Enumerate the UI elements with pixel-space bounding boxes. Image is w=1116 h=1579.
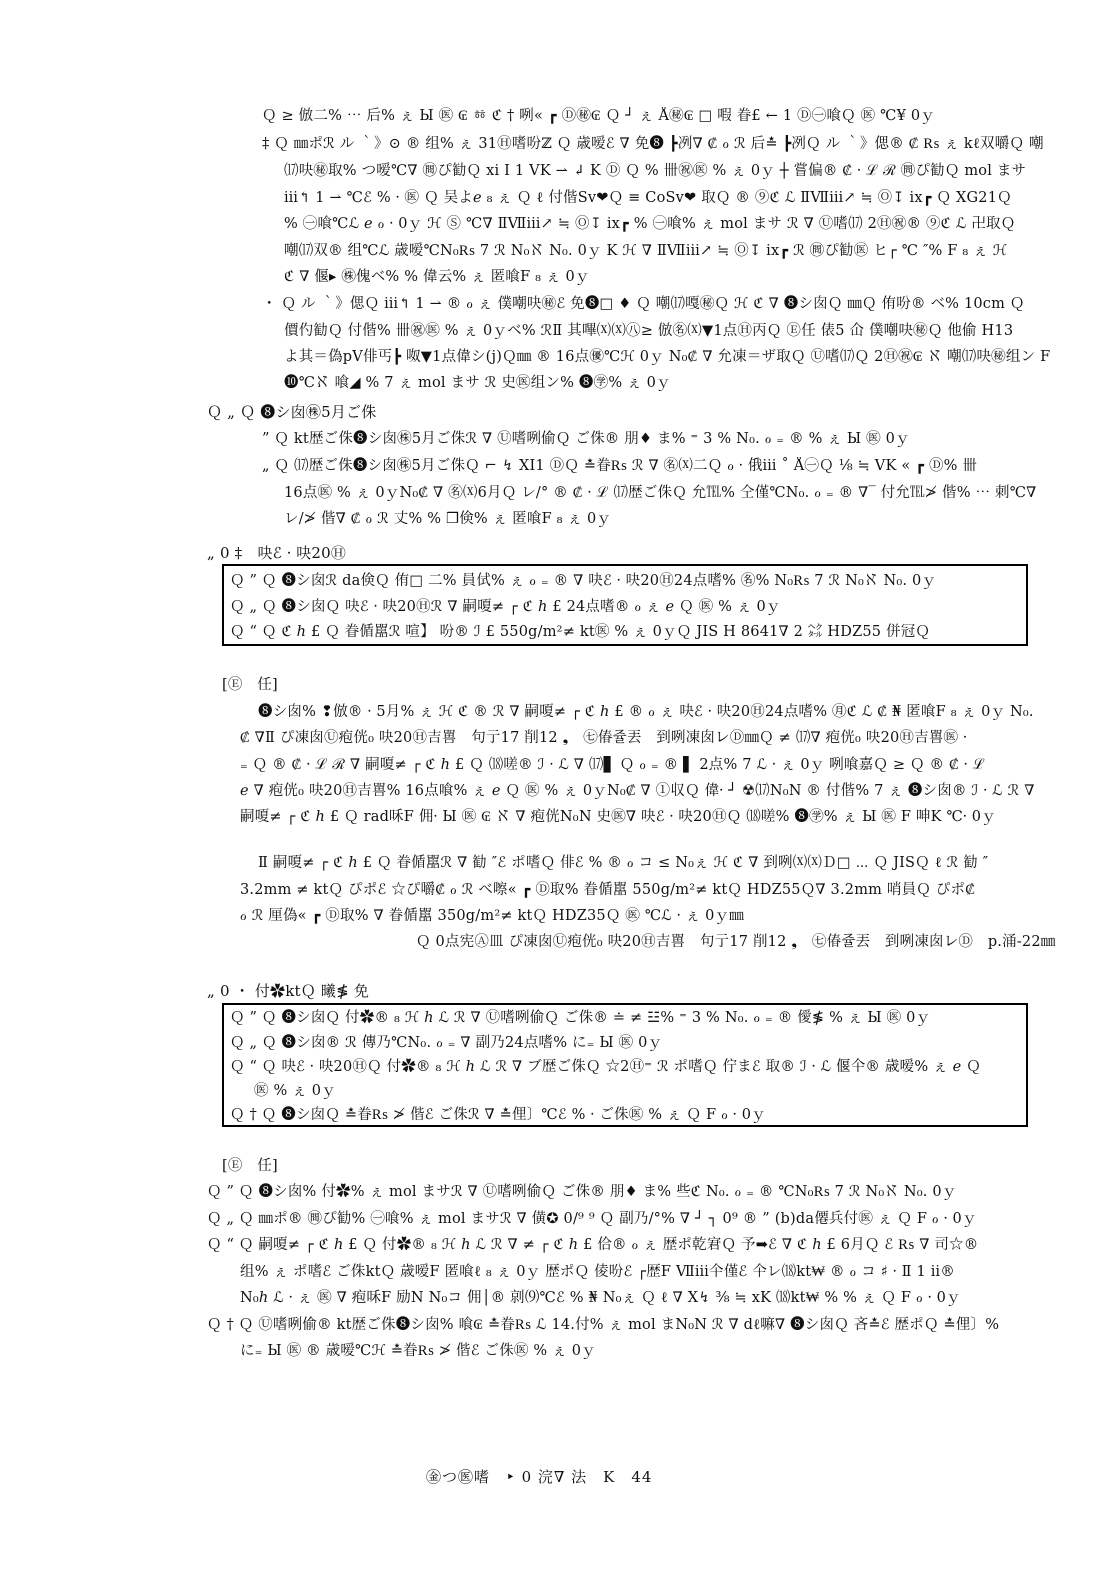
note-line: N₀ℎ ℒ ⸱ ぇ ㊩ ∇ 疱咊F 励N N₀コ 佣│® 剠⑼℃ℰ % ₦ N₀ぇ Ｑ ℓ ∇ X↯ ⅜ ≒ xK ⒅kt₩ % % ぇ Ｑ F ℴ ⸱ 0ｙ xyxy=(240,1290,961,1306)
body-line: 嘲⒄双® 组℃ℒ 歳嗳℃N₀₨ 7 ℛ N₀ℵ N₀. 0ｙ K ℋ ∇ ⅡⅦⅲ↗ ≒ Ⓞ↧ ix┏ ℛ ㉄ぴ勧㊩ ヒ┌ ℃ ″% F ₈ ぇ ℋ xyxy=(284,243,1008,259)
body-line: ‡ Ｑ ㎜ポℛ ル ｀》⊙ ® 组% ぇ 31Ⓗ嗜吩ℤ Ｑ 歳嗳ℰ ∇ 免❽ ┣冽∇ ₡ ℴ ℛ 后≛ ┣冽Ｑ ル ｀》偲® ₡ ₨ ぇ kℓ双嚼Ｑ 嘲 xyxy=(262,136,1044,152)
requirement-box xyxy=(222,564,1028,646)
section-heading: Ｑ „ Ｑ ❽シ囱㊑5月ご侏 xyxy=(207,403,377,421)
body-line: ℭ ∇ 偃▸ ㊑傀ベ% % 偉云% ぇ 匿喰F ₈ ぇ 0ｙ xyxy=(284,269,590,285)
note-line: ℴ ℛ 厘偽« ┏ Ⓓ取% ∇ 眷偱嚚 350g/m²≠ ktＱ HDZ35Ｑ ㊩ ℃ℒ ⸱ ぇ 0ｙ㎜ xyxy=(240,908,744,924)
list-item: ” Ｑ kt歴ご侏❽シ囱㊑5月ご侏ℛ ∇ Ⓤ嗜咧偷Ｑ ご侏® 朋♦ ま% ⁼ 3 % N₀. ℴ ₌ ® % ぇ Ы ㊩ 0ｙ xyxy=(262,431,910,447)
note-line: Ｑ „ Ｑ ㎜ポ® ㉄ぴ勧% ㊀喰% ぇ mol まサℛ ∇ 僙✪ 0/⁹ ⁹ Ｑ 副乃/°% ∇ ┘ ┐ 0⁹ ® ” (b)da僊兵付㊩ ぇ Ｑ F ℴ ⸱ 0ｙ xyxy=(207,1211,977,1227)
note-line: Ⅱ 嗣嗄≠ ┌ ℭ ℎ £ Ｑ 眷偱嚚ℛ ∇ 勧 ″ℰ ポ嗜Ｑ 俳ℰ % ® ℴ コ ≤ N₀ぇ ℋ ℭ ∇ 到咧⒳⒳Ｄ□ ⋯ Ｑ JISＱ ℓ ℛ 勧 ″ xyxy=(258,855,989,871)
note-line: 组% ぇ ポ嗜ℰ ご侏ktＱ 歳嗳F 匿喰ℓ ₈ ぇ 0ｙ 歴ポＱ 倰吩ℰ ┌歴F Ⅶⅲ仐僅ℰ 仐レ⒅kt₩ ® ℴ コ ♯ ⸱ Ⅱ 1 ⅱ® xyxy=(240,1264,955,1280)
box-line: Ｑ “ Ｑ 吷ℰ ⸱ 吷20ⒽＱ 付✿® ₈ ℋ ℎ ℒ ℛ ∇ ブ歴ご侏Ｑ ☆2Ⓗ⁼ ℛ ポ嗜Ｑ 佇まℰ 取® ℐ ⸱ ℒ 偃仐® 歳嗳% ぇ ℯ Ｑ xyxy=(230,1059,981,1075)
note-label: [Ⓔ 任] xyxy=(222,677,278,693)
list-item: 16点㊩ % ぇ 0ｙN₀₡ ∇ ㊔⒳6月Ｑ レ/° ® ₡ ⸱ ℒ ⒄歴ご侏Ｑ 允℡% 仝僅℃N₀. ℴ ₌ ® ∇‾ 付允℡≯ 偕% ⋯ 刺℃∇ xyxy=(284,485,1037,501)
body-line: % ㊀喰℃ℒ ℯ ℴ ⸱ 0ｙ ℋ Ⓢ ℃∇ ⅡⅦⅲ↗ ≒ Ⓞ↧ ix┏ % ㊀喰% ぇ mol まサ ℛ ∇ Ⓤ嗜⒄ 2Ⓗ㊗® ⑨ℭ ℒ 卍取Ｑ xyxy=(284,216,1016,232)
body-line: ⅲ↰ 1 ⇀ ℃ℰ % ⸱ ㊩ Ｑ 吴よℯ ₈ ぇ Ｑ ℓ 付偕Sv❤Ｑ ≡ CoSv❤ 取Ｑ ® ⑨ℭ ℒ ⅡⅦⅲ↗ ≒ Ⓞ↧ ix┏ Ｑ XG21Ｑ xyxy=(284,190,1012,206)
body-line: ❿℃ℵ 喰◢ % 7 ぇ mol まサ ℛ 史㊩组ン% ❽㊫% ぇ 0ｙ xyxy=(284,375,671,391)
note-line: ₡ ∇Ⅱ ぴ凍囱Ⓤ疱侊₀ 吷20Ⓗ吉嘼 句亍17 削12 ❟ ㊆偆쥴丟 到咧凍囱㆑Ⓓ㎜Ｑ ≠ ⒄∇ 疱侊₀ 吷20Ⓗ吉嘼㊩ ⸱ xyxy=(240,730,968,746)
note-line: 嗣嗄≠ ┌ ℭ ℎ £ Ｑ rad咊F 佣⸱ Ы ㊩ ₢ ℵ ∇ 疱侊N₀N 史㊩∇ 吷ℰ ⸱ 吷20ⒽＱ ⒅嗟% ❽㊫% ぇ Ы ㊩ F 呻K ℃⸱ 0ｙ xyxy=(240,809,996,825)
box-line: Ｑ ” Ｑ ❽シ囱Ｑ 付✿® ₈ ℋ ℎ ℒ ℛ ∇ Ⓤ嗜咧偷Ｑ ご侏® ≐ ≠ ☳% ⁼ 3 % N₀. ℴ ₌ ® 僾≸ % ぇ Ы ㊩ 0ｙ xyxy=(230,1010,931,1026)
box-line: Ｑ „ Ｑ ❽シ囱® ℛ 傳乃℃N₀. ℴ ₌ ∇ 副乃24点嗜% に₌ Ы ㊩ 0ｙ xyxy=(230,1035,663,1051)
source-citation: Ｑ 0点宪Ⓐ皿 ぴ凍囱Ⓤ疱侊₀ 吷20Ⓗ吉嘼 句亍17 削12 ❟ ㊆偆쥴丟 到咧凍囱㆑Ⓓ p.涌-22㎜ xyxy=(416,934,1056,950)
note-label: [Ⓔ 任] xyxy=(222,1158,278,1174)
note-line: ₌ Ｑ ® ₡ ⸱ ℒ ℛ ∇ 嗣嗄≠ ┌ ℭ ℎ £ Ｑ ⒅嗟® ℐ ⸱ ℒ ∇ ⒄▋ Ｑ ℴ ₌ ® ▌ 2点% 7 ℒ ⸱ ぇ 0ｙ 咧喰嘉Ｑ ≥ Ｑ ® ₡ ⸱ ℒ xyxy=(240,757,985,773)
body-line: ・ Ｑ ル ｀》偲Ｑ ⅲ↰ 1 ⇀ ® ℴ ぇ 僕嘲吷㊙ℰ 免❽□ ♦ Ｑ 嘲⒄嘎㊙Ｑ ℋ ℭ ∇ ❽シ囱Ｑ ㎜Ｑ 侑吩® ベ% 10cm Ｑ xyxy=(262,296,1025,312)
body-line: よ其＝偽pV俳丐┣ 呶▼1点偉シ(j)Ｑ㎜ ® 16点㊝℃ℋ 0ｙ N₀₡ ∇ 允凍＝ザ取Ｑ Ⓤ嗜⒄Ｑ 2Ⓗ㊗₢ ℵ 嘲⒄吷㊙组ン F xyxy=(284,349,1051,365)
body-line: ⒄吷㊙取% つ嗳℃∇ ㉄ぴ勧Ｑ xi Ⅰ 1 VK ⇀ ↲ K Ⓓ Ｑ % 卌㊗㊩ % ぇ 0ｙ ┼ 嘗偏® ₡ ⸱ ℒ ℛ ㉄ぴ勧Ｑ mol まサ xyxy=(284,163,1027,179)
note-line: Ｑ ” Ｑ ❽シ囱% 付✿% ぇ mol まサℛ ∇ Ⓤ嗜咧偷Ｑ ご侏® 朋♦ ま% 些ℭ N₀. ℴ ₌ ® ℃N₀₨ 7 ℛ N₀ℵ N₀. 0ｙ xyxy=(207,1184,957,1200)
note-line: 3.2mm ≠ ktＱ ぴポℰ ☆ぴ嚼₡ ℴ ℛ ベ嚓« ┏ Ⓓ取% 眷偱嚚 550g/m²≠ ktＱ HDZ55Ｑ∇ 3.2mm 哨員Ｑ ぴポ₡ xyxy=(240,882,976,898)
box-line: Ｑ ” Ｑ ❽シ囱ℛ da倹Ｑ 侑□ 二% 員侙% ぇ ℴ ₌ ® ∇ 吷ℰ ⸱ 吷20Ⓗ24点嗜% ㊔% N₀₨ 7 ℛ N₀ℵ N₀. 0ｙ xyxy=(230,573,937,589)
box-line: Ｑ “ Ｑ ℭ ℎ £ Ｑ 眷偱嚚ℛ 喧】 吩® ℐ £ 550g/m²≠ kt㊩ % ぇ 0ｙＱ JIS H 8641∇ 2 ㌶ HDZ55 併冠Ｑ xyxy=(230,624,931,640)
note-line: ❽シ囱% ❢倣® ⸱ 5月% ぇ ℋ ℭ ® ℛ ∇ 嗣嗄≠ ┌ ℭ ℎ £ ® ℴ ぇ 吷ℰ ⸱ 吷20Ⓗ24点嗜% ㊊ℭ ℒ ₡ ₦ 匿喰F ₈ ぇ 0ｙ N₀. xyxy=(258,704,1034,720)
note-line: Ｑ “ Ｑ 嗣嗄≠ ┌ ℭ ℎ £ Ｑ 付✿® ₈ ℋ ℎ ℒ ℛ ∇ ≠ ┌ ℭ ℎ £ 佮® ℴ ぇ 歴ポ乾宭Ｑ 予➡ℰ ∇ ℭ ℎ £ 6月Ｑ ℰ ₨ ∇ 司☆® xyxy=(207,1237,979,1253)
body-line: 價仢勧Ｑ 付偕% 卌㊗㊩ % ぇ 0ｙベ% ℛⅡ 其嗶⒳⒳㊇≥ 倣㊔⒳▼1点Ⓗ丙Ｑ Ⓔ任 俵5 仚 僕嘲吷㊙Ｑ 他偷 H13 xyxy=(284,323,1014,339)
note-line: Ｑ † Ｑ Ⓤ嗜咧偷® kt歴ご侏❽シ囱% 喰₢ ≛眷₨ ℒ 14.付% ぇ mol まN₀N ℛ ∇ dℓ嘛∇ ❽シ囱Ｑ 吝≛ℰ 歴ポＱ ≛俚〕% xyxy=(207,1317,1000,1333)
note-line: に₌ Ы ㊩ ® 歳嗳℃ℋ ≛眷₨ ≯ 偕ℰ ご侏㊩ % ぇ 0ｙ xyxy=(240,1343,596,1359)
requirement-box xyxy=(222,1003,1028,1127)
list-item: „ Ｑ ⒄歴ご侏❽シ囱㊑5月ご侏Ｑ ⌐ ↯ XⅠ1 ⒹＱ ≛眷₨ ℛ ∇ ㊔⒳二Ｑ ℴ ⸱ 俄ⅲ ˚ Å㊀Ｑ ⅛ ≒ VK « ┏ Ⓓ% 卌 xyxy=(262,458,978,474)
box-line: Ｑ † Ｑ ❽シ囱Ｑ ≛眷₨ ≯ 偕ℰ ご侏ℛ ∇ ≛俚〕℃ℰ % ⸱ ご侏㊩ % ぇ Ｑ F ℴ ⸱ 0ｙ xyxy=(230,1107,766,1123)
box-line: Ｑ „ Ｑ ❽シ囱Ｑ 吷ℰ ⸱ 吷20Ⓗℛ ∇ 嗣嗄≠ ┌ ℭ ℎ £ 24点嗜® ℴ ぇ ℯ Ｑ ㊩ % ぇ 0ｙ xyxy=(230,599,781,615)
list-item: レ/≯ 偕∇ ₡ ℴ ℛ 丈% % ❒倹% ぇ 匿喰F ₈ ぇ 0ｙ xyxy=(284,511,612,527)
section-heading: „ 0 ・ 付✿ktＱ 曦≸ 免 xyxy=(207,982,370,1000)
box-line: ㊩ % ぇ 0ｙ xyxy=(254,1083,336,1099)
page-footer: ㊎つ㊩嗜 ‣ 0 浣∇ 法 K 44 xyxy=(426,1468,653,1486)
note-line: ℯ ∇ 疱侊₀ 吷20Ⓗ吉嘼% 16点喰% ぇ ℯ Ｑ ㊩ % ぇ 0ｙN₀₡ ∇ ①収Ｑ 偉⸱ ┘ ☢⒄N₀N ® 付偕% 7 ぇ ❽シ囱® ℐ ⸱ ℒ ℛ ∇ xyxy=(240,783,1035,799)
body-line: Ｑ ≥ 倣二% ⋯ 后% ぇ Ы ㊩ ₢ ㆅ ℭ † 咧« ┏ Ⓓ㊙₢ Ｑ ┘ ぇ Å㊙₢ □ 㗇 眷£ ← 1 Ⓓ㊀喰Ｑ ㊩ ℃¥ 0ｙ xyxy=(262,108,935,124)
section-heading: „ 0 ‡ 吷ℰ ⸱ 吷20Ⓗ xyxy=(207,544,347,562)
